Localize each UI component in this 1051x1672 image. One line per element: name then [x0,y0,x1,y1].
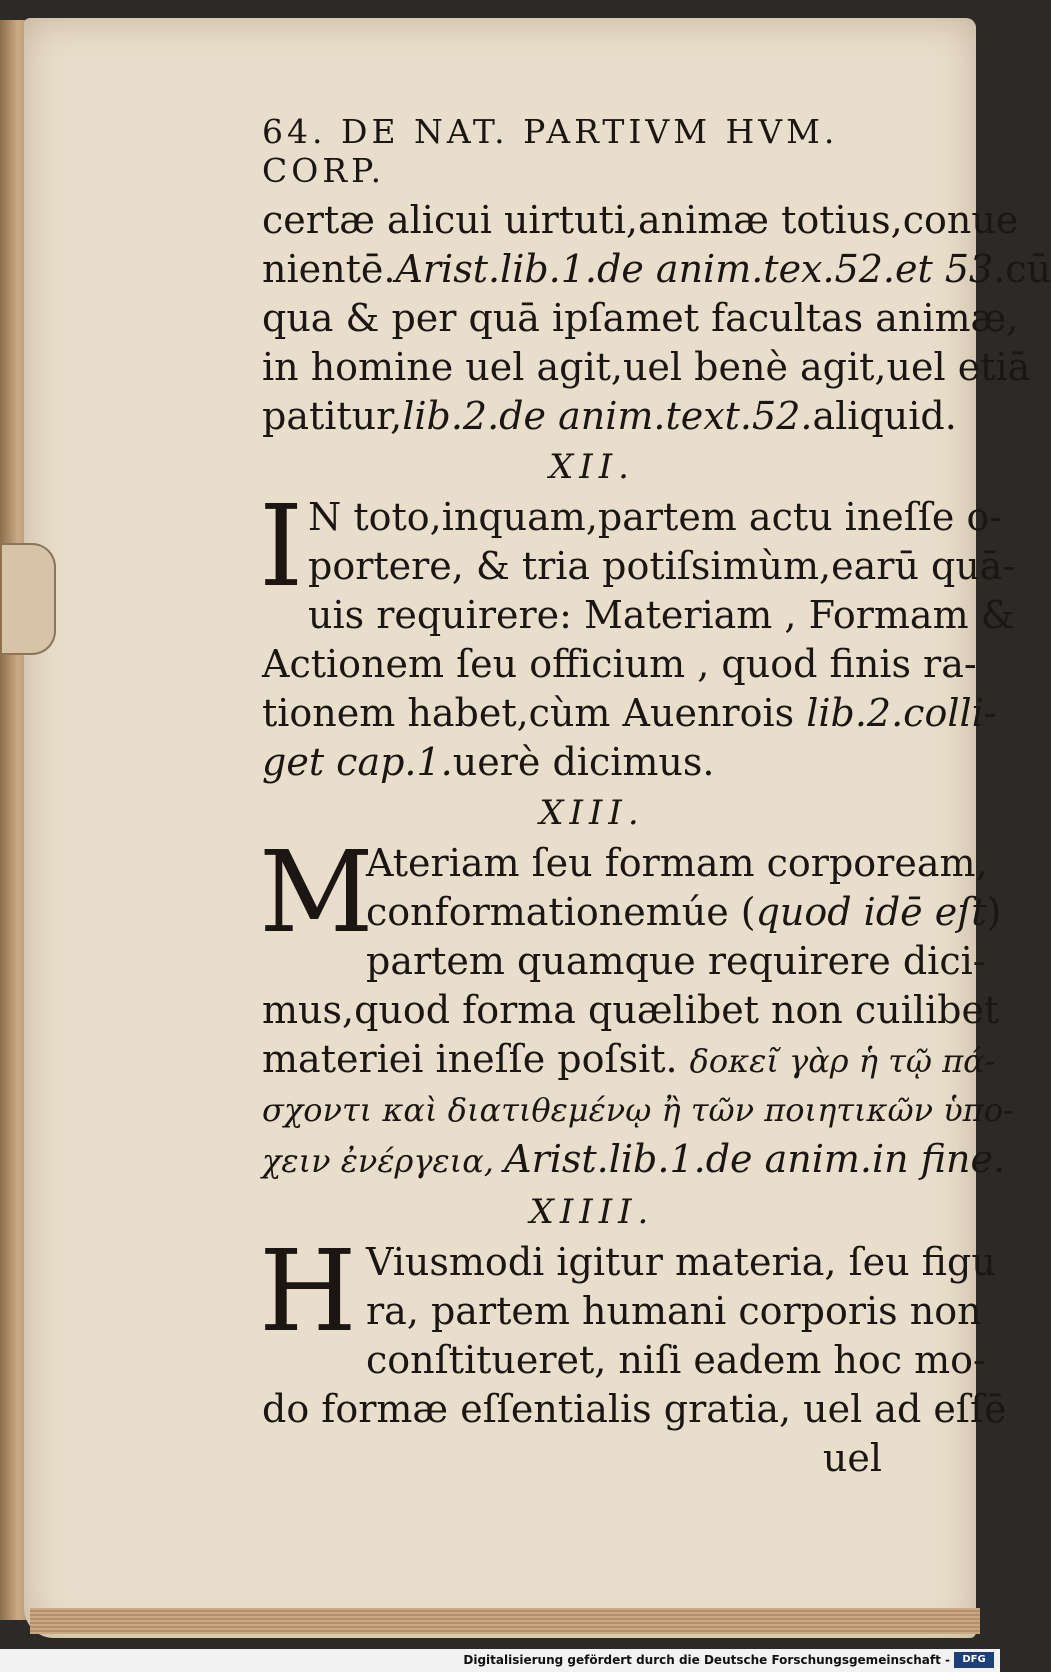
text-line: N toto,inquam,partem actu ineſſe o- [308,495,1003,539]
text-line: Actionem ſeu officium , quod finis ra- [262,642,977,686]
section-12 [259,482,1016,787]
funding-credit: Digitalisierung gefördert durch die Deutsche Forschungsgemeinschaft - [463,1653,950,1667]
running-header [262,112,952,190]
text-line: get cap.1.uerè dicimus. [262,740,715,784]
drop-cap: H [259,1227,357,1357]
text-line: qua & per quā ipſamet facultas animæ, [262,296,1019,340]
text-line: partem quamque requirere dici- [366,939,986,983]
dfg-logo: DFG [954,1652,994,1668]
text-line: ra, partem humani corporis non [366,1289,982,1333]
section-numeral: XII. [549,447,635,487]
text-line: uis requirere: Materiam , Formam & [308,593,1015,637]
drop-cap: M [259,828,374,958]
page-number: 64. [262,112,327,151]
footer-bar [0,1649,1000,1672]
text-line: mus,quod forma quælibet non cuilibet [262,988,1000,1032]
text-line: conſtitueret, niſi eadem hoc mo- [366,1338,986,1382]
text-line: conformationemúe (quod idē eſt) [366,890,1002,934]
section-13 [259,828,1014,1186]
page-tab-marker [2,543,56,655]
text-line: Viusmodi igitur materia, ſeu figu [366,1240,996,1284]
section-numeral: XIIII. [529,1192,655,1232]
text-line: σχοντι καὶ διατιθεμένῳ ἢ τῶν ποιητικῶν ὑπο- [262,1091,1014,1129]
text-line: materiei ineſſe poſsit. δοκεῖ γὰρ ἡ τῷ πά- [262,1037,996,1081]
running-title: DE NAT. PARTIVM HVM. CORP. [262,112,839,190]
text-line: Ateriam ſeu formam corpoream, [366,841,988,885]
page-text [259,112,1051,1483]
drop-cap: I [259,482,304,612]
text-line: in homine uel agit,uel benè agit,uel etiā [262,345,1031,389]
text-line: nientē.Arist.lib.1.de anim.tex.52.et 53.cū [262,247,1051,291]
catchword: uel [822,1436,882,1480]
text-line: portere, & tria potiſsimùm,earū quā- [308,544,1016,588]
section-numeral: XIII. [539,793,645,833]
text-line: do formæ eſſentialis gratia, uel ad eſſē [262,1387,1007,1431]
page-edge-bottom [30,1608,980,1634]
text-line: χειν ἐνέργεια, Arist.lib.1.de anim.in fine. [262,1137,1006,1181]
text-line: tionem habet,cùm Auenrois lib.2.colli- [262,691,997,735]
text-line: certæ alicui uirtuti,animæ totius,conue [262,198,1019,242]
text-line: patitur,lib.2.de anim.text.52.aliquid. [262,394,957,438]
section-14 [259,1227,1007,1483]
